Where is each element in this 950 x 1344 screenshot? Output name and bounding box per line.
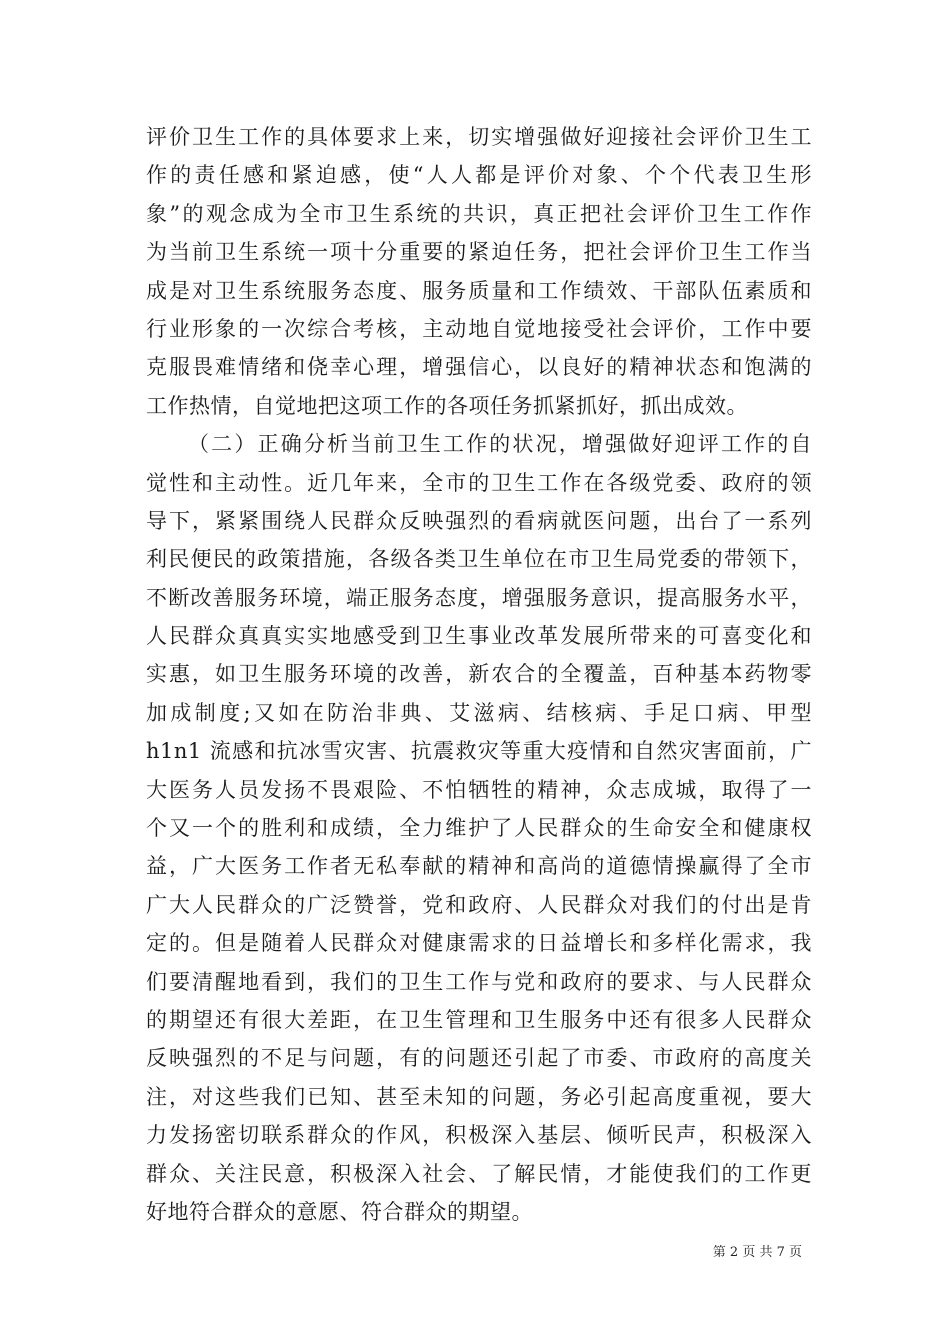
text-line: 注，对这些我们已知、甚至未知的问题，务必引起高度重视，要大 bbox=[146, 1084, 812, 1109]
text-line: 个又一个的胜利和成绩，全力维护了人民群众的生命安全和健康权 bbox=[146, 816, 812, 841]
text-line: 实惠，如卫生服务环境的改善，新农合的全覆盖，百种基本药物零 bbox=[146, 662, 812, 687]
text-line: 人民群众真真实实地感受到卫生事业改革发展所带来的可喜变化和 bbox=[146, 624, 812, 649]
text-line: 觉性和主动性。近几年来，全市的卫生工作在各级党委、政府的领 bbox=[146, 470, 812, 495]
text-line: 评价卫生工作的具体要求上来，切实增强做好迎接社会评价卫生工 bbox=[146, 125, 812, 149]
page-number: 第 2 页 共 7 页 bbox=[712, 1245, 802, 1260]
text-line: 定的。但是随着人民群众对健康需求的日益增长和多样化需求，我 bbox=[146, 931, 812, 956]
document-body bbox=[146, 118, 812, 1231]
text-line: 群众、关注民意，积极深入社会、了解民情，才能使我们的工作更 bbox=[146, 1161, 812, 1186]
text-line: 克服畏难情绪和侥幸心理，增强信心，以良好的精神状态和饱满的 bbox=[146, 355, 812, 380]
text-line: 益，广大医务工作者无私奉献的精神和高尚的道德情操赢得了全市 bbox=[146, 854, 812, 879]
text-line: 们要清醒地看到，我们的卫生工作与党和政府的要求、与人民群众 bbox=[146, 969, 812, 994]
text-line: 工作热情，自觉地把这项工作的各项任务抓紧抓好，抓出成效。 bbox=[146, 393, 748, 418]
text-line: 反映强烈的不足与问题，有的问题还引起了市委、市政府的高度关 bbox=[146, 1046, 812, 1071]
text-line: 加成制度;又如在防治非典、艾滋病、结核病、手足口病、甲型 bbox=[146, 700, 812, 725]
text-line: h1n1 流感和抗冰雪灾害、抗震救灾等重大疫情和自然灾害面前，广 bbox=[146, 739, 812, 764]
text-line: 广大人民群众的广泛赞誉，党和政府、人民群众对我们的付出是肯 bbox=[146, 892, 812, 917]
text-line: 好地符合群众的意愿、符合群众的期望。 bbox=[146, 1199, 533, 1224]
text-line: 利民便民的政策措施，各级各类卫生单位在市卫生局党委的带领下， bbox=[146, 547, 812, 572]
paragraph-2 bbox=[146, 425, 812, 1231]
text-line: 为当前卫生系统一项十分重要的紧迫任务，把社会评价卫生工作当 bbox=[146, 240, 812, 265]
text-line: 导下，紧紧围绕人民群众反映强烈的看病就医问题，出台了一系列 bbox=[146, 508, 812, 533]
text-line: 力发扬密切联系群众的作风，积极深入基层、倾听民声，积极深入 bbox=[146, 1123, 812, 1148]
text-line: 不断改善服务环境，端正服务态度，增强服务意识，提高服务水平， bbox=[146, 585, 812, 610]
text-line: 成是对卫生系统服务态度、服务质量和工作绩效、干部队伍素质和 bbox=[146, 278, 812, 303]
text-line: 象”的观念成为全市卫生系统的共识，真正把社会评价卫生工作作 bbox=[146, 201, 812, 226]
section-heading-line: （二）正确分析当前卫生工作的状况，增强做好迎评工作的自 bbox=[188, 432, 812, 457]
text-line: 的期望还有很大差距，在卫生管理和卫生服务中还有很多人民群众 bbox=[146, 1007, 812, 1032]
text-line: 行业形象的一次综合考核，主动地自觉地接受社会评价，工作中要 bbox=[146, 316, 812, 341]
text-line: 大医务人员发扬不畏艰险、不怕牺牲的精神，众志成城，取得了一 bbox=[146, 777, 812, 802]
paragraph-1 bbox=[146, 118, 812, 425]
text-line: 作的责任感和紧迫感，使“人人都是评价对象、个个代表卫生形 bbox=[146, 163, 812, 188]
